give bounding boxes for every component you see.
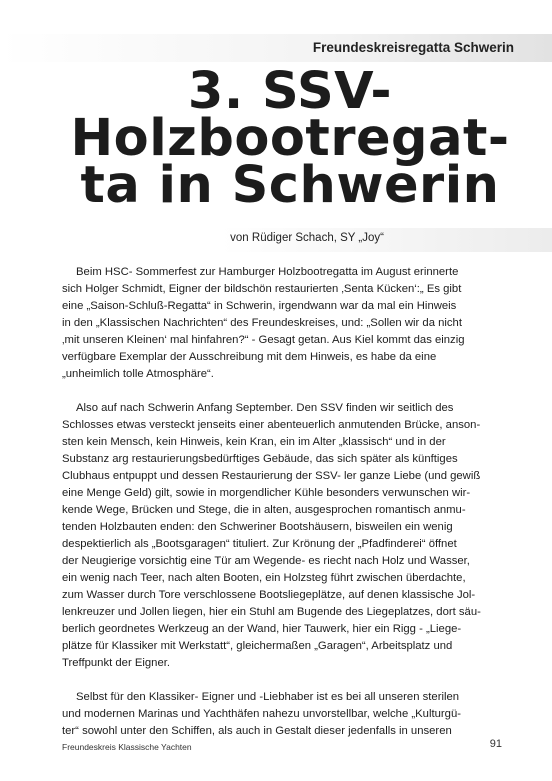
text-line: tenden Holzbauten enden: den Schweriner Bootshäusern, bisweilen ein wenig: [62, 521, 453, 533]
text-line: Also auf nach Schwerin Anfang September. Den SSV finden wir seitlich des: [76, 402, 454, 414]
text-line: zum Wasser durch Tore verschlossene Bootsliegeplätze, auf denen klassische Jol-: [62, 589, 476, 601]
page-number: 91: [489, 738, 502, 750]
text-line: ter“ sowohl unter den Schiffen, als auch in Gestalt dieser jedenfalls in unseren: [62, 725, 452, 737]
text-line: ‚mit unseren Kleinen‘ mal hinfahren?“ - Gesagt getan. Aus Kiel kommt das einzig: [62, 334, 465, 346]
title-line-2: Holzbootregat-: [70, 109, 510, 168]
text-line: in den „Klassischen Nachrichten“ des Freundeskreises, und: „Sollen wir da nicht: [62, 317, 462, 329]
text-line: „unheimlich tolle Atmosphäre“.: [62, 368, 214, 380]
footer-publication: Freundeskreis Klassische Yachten: [62, 742, 192, 752]
text-line: eine Menge Geld) gilt, sowie in morgendlicher Kühle besonders verwunschen wir-: [62, 487, 471, 499]
text-line: Beim HSC- Sommerfest zur Hamburger Holzbootregatta im August erinnerte: [76, 266, 459, 278]
text-line: verfügbare Exemplar der Ausschreibung mit dem Hinweis, es habe da eine: [62, 351, 437, 363]
text-line: Clubhaus entpuppt und dessen Restaurierung der SSV- ler ganze Liebe (und gewiß: [62, 470, 481, 482]
text-line: Treffpunkt der Eigner.: [62, 657, 171, 669]
text-line: eine „Saison-Schluß-Regatta“ in Schwerin, irgendwann war da mal ein Hinweis: [62, 300, 457, 312]
paragraph: [62, 689, 520, 740]
byline: von Rüdiger Schach, SY „Joy“: [230, 232, 384, 244]
text-line: plätze für Klassiker mit Werkstatt“, gleichermaßen „Garagen“, Arbeitsplatz und: [62, 640, 453, 652]
text-line: Schlosses etwas versteckt jenseits einer abenteuerlich anmutenden Brücke, anson-: [62, 419, 481, 431]
text-line: und modernen Marinas und Yachthäfen nahezu unvorstellbar, welche „Kulturgü-: [62, 708, 461, 720]
text-line: ein wenig nach Teer, nach alten Booten, ein Holzsteg führt zwischen überdachte,: [62, 572, 466, 584]
text-line: Substanz arg restaurierungsbedürftiges Gebäude, das sich später als künftiges: [62, 453, 458, 465]
text-line: kende Wege, Brücken und Stege, die in alten, ausgesprochen romantisch anmu-: [62, 504, 466, 516]
text-line: der Neugierige vorsichtig eine Tür am Wegende- es riecht nach Holz und Wasser,: [62, 555, 470, 567]
text-line: Selbst für den Klassiker- Eigner und -Liebhaber ist es bei all unseren sterilen: [76, 691, 460, 703]
article-body: [62, 264, 520, 757]
text-line: berlich geordnetes Werkzeug an der Wand, hier Tauwerk, hier ein Rigg - „Liege-: [62, 623, 462, 635]
article-title: [70, 62, 510, 215]
text-line: sten kein Mensch, kein Hinweis, kein Kran, ein im Alter „klassisch“ und in der: [62, 436, 446, 448]
title-line-3: ta in Schwerin: [80, 156, 500, 215]
section-label: Freundeskreisregatta Schwerin: [312, 40, 514, 55]
title-line-1: 3. SSV-: [187, 62, 393, 121]
paragraph: [62, 400, 520, 672]
paragraph: [62, 264, 520, 383]
text-line: lenkreuzer und Jollen liegen, hier ein Stuhl am Bugende des Liegeplatzes, dort säu-: [62, 606, 481, 618]
text-line: despektierlich als „Bootsgaragen“ tituliert. Zur Krönung der „Pfadfinderei“ öffnet: [62, 538, 457, 550]
text-line: sich Holger Schmidt, Eigner der bildschön restaurierten ‚Senta Kücken‘:„ Es gibt: [62, 283, 462, 295]
